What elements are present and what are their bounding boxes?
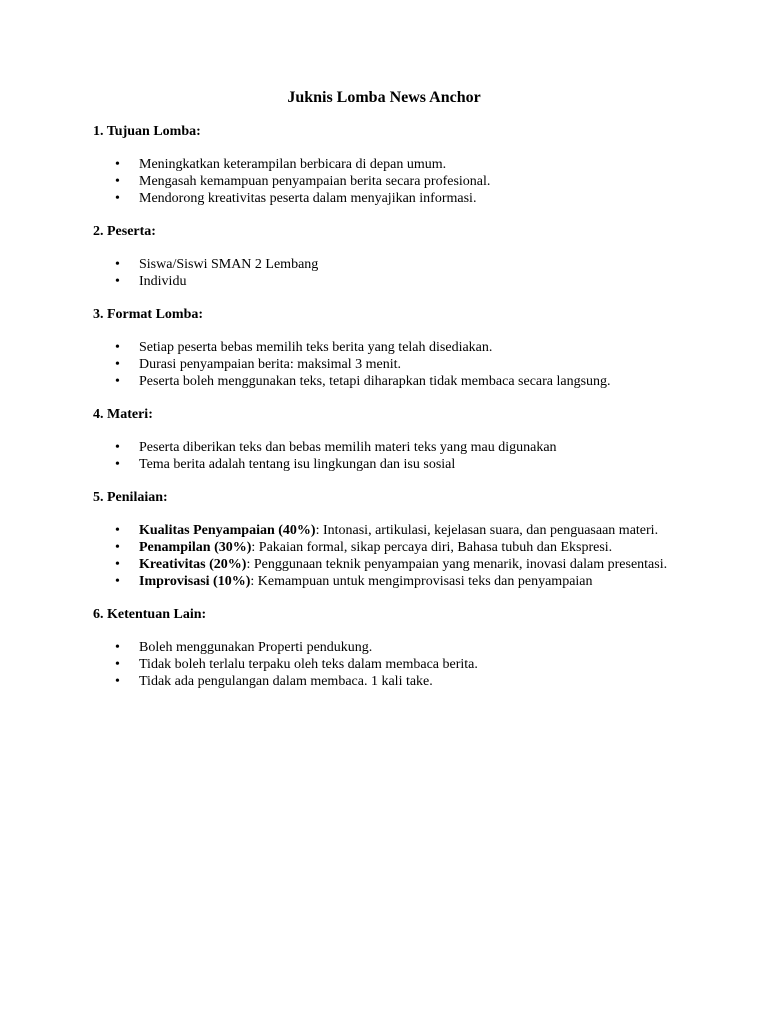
bullet-icon: • — [115, 557, 120, 572]
bullet-icon: • — [115, 574, 120, 589]
section-heading: 4. Materi: — [93, 407, 153, 422]
list-item-text: Individu — [139, 274, 187, 289]
list-item — [93, 573, 675, 590]
bullet-list — [93, 156, 675, 207]
list-item — [93, 673, 675, 690]
criterion-label: Improvisasi (10%) — [139, 574, 251, 589]
list-item-text: Meningkatkan keterampilan berbicara di depan umum. — [139, 157, 447, 172]
list-item-text: Setiap peserta bebas memilih teks berita yang telah disediakan. — [139, 340, 493, 355]
list-item — [93, 190, 675, 207]
document-body — [93, 123, 675, 706]
bullet-icon: • — [115, 340, 120, 355]
bullet-list — [93, 439, 675, 473]
bullet-list — [93, 639, 675, 690]
bullet-icon: • — [115, 540, 120, 555]
list-item — [93, 356, 675, 373]
section-heading: 1. Tujuan Lomba: — [93, 124, 201, 139]
bullet-icon: • — [115, 657, 120, 672]
bullet-icon: • — [115, 374, 120, 389]
bullet-icon: • — [115, 440, 120, 455]
bullet-icon: • — [115, 640, 120, 655]
bullet-icon: • — [115, 191, 120, 206]
list-item-text: Durasi penyampaian berita: maksimal 3 menit. — [139, 357, 402, 372]
list-item-text: Mendorong kreativitas peserta dalam menyajikan informasi. — [139, 191, 477, 206]
bullet-list — [93, 256, 675, 290]
list-item — [93, 339, 675, 356]
bullet-icon: • — [115, 274, 120, 289]
list-item — [93, 373, 675, 390]
section-heading: 5. Penilaian: — [93, 490, 168, 505]
bullet-list — [93, 339, 675, 390]
list-item-text — [139, 556, 675, 573]
bullet-icon: • — [115, 357, 120, 372]
list-item — [93, 173, 675, 190]
section-ketentuan-lain — [93, 606, 675, 690]
bullet-icon: • — [115, 174, 120, 189]
list-item-text: Tidak boleh terlalu terpaku oleh teks dalam membaca berita. — [139, 657, 478, 672]
criterion-description: : Intonasi, artikulasi, kejelasan suara, dan penguasaan materi. — [315, 523, 659, 538]
section-heading: 6. Ketentuan Lain: — [93, 607, 207, 622]
bullet-icon: • — [115, 674, 120, 689]
list-item-text: Tidak ada pengulangan dalam membaca. 1 kali take. — [139, 674, 433, 689]
list-item — [93, 273, 675, 290]
list-item-text — [139, 573, 675, 590]
list-item — [93, 656, 675, 673]
bullet-list — [93, 522, 675, 590]
list-item — [93, 639, 675, 656]
bullet-icon: • — [115, 257, 120, 272]
list-item — [93, 456, 675, 473]
list-item-text: Siswa/Siswi SMAN 2 Lembang — [139, 257, 319, 272]
list-item-text: Peserta boleh menggunakan teks, tetapi diharapkan tidak membaca secara langsung. — [139, 374, 611, 389]
list-item-text — [139, 522, 675, 539]
list-item-text: Mengasah kemampuan penyampaian berita secara profesional. — [139, 174, 491, 189]
section-tujuan-lomba — [93, 123, 675, 207]
criterion-label: Penampilan (30%) — [139, 540, 252, 555]
list-item — [93, 539, 675, 556]
section-heading: 3. Format Lomba: — [93, 307, 204, 322]
section-penilaian — [93, 489, 675, 590]
criterion-description: : Kemampuan untuk mengimprovisasi teks dan penyampaian — [250, 574, 593, 589]
bullet-icon: • — [115, 523, 120, 538]
list-item-text: Peserta diberikan teks dan bebas memilih materi teks yang mau digunakan — [139, 440, 557, 455]
document-title: Juknis Lomba News Anchor — [287, 89, 481, 106]
criterion-label: Kualitas Penyampaian (40%) — [139, 523, 316, 538]
list-item — [93, 522, 675, 539]
list-item — [93, 439, 675, 456]
bullet-icon: • — [115, 457, 120, 472]
list-item — [93, 256, 675, 273]
section-materi — [93, 406, 675, 473]
list-item-text: Boleh menggunakan Properti pendukung. — [139, 640, 373, 655]
criterion-label: Kreativitas (20%) — [139, 557, 247, 572]
section-peserta — [93, 223, 675, 290]
section-heading: 2. Peserta: — [93, 224, 156, 239]
criterion-description: : Pakaian formal, sikap percaya diri, Bahasa tubuh dan Ekspresi. — [251, 540, 613, 555]
list-item — [93, 156, 675, 173]
list-item — [93, 556, 675, 573]
section-format-lomba — [93, 306, 675, 390]
list-item-text: Tema berita adalah tentang isu lingkungan dan isu sosial — [139, 457, 456, 472]
criterion-description: : Penggunaan teknik penyampaian yang menarik, inovasi dalam presentasi. — [246, 557, 668, 572]
bullet-icon: • — [115, 157, 120, 172]
list-item-text — [139, 539, 675, 556]
